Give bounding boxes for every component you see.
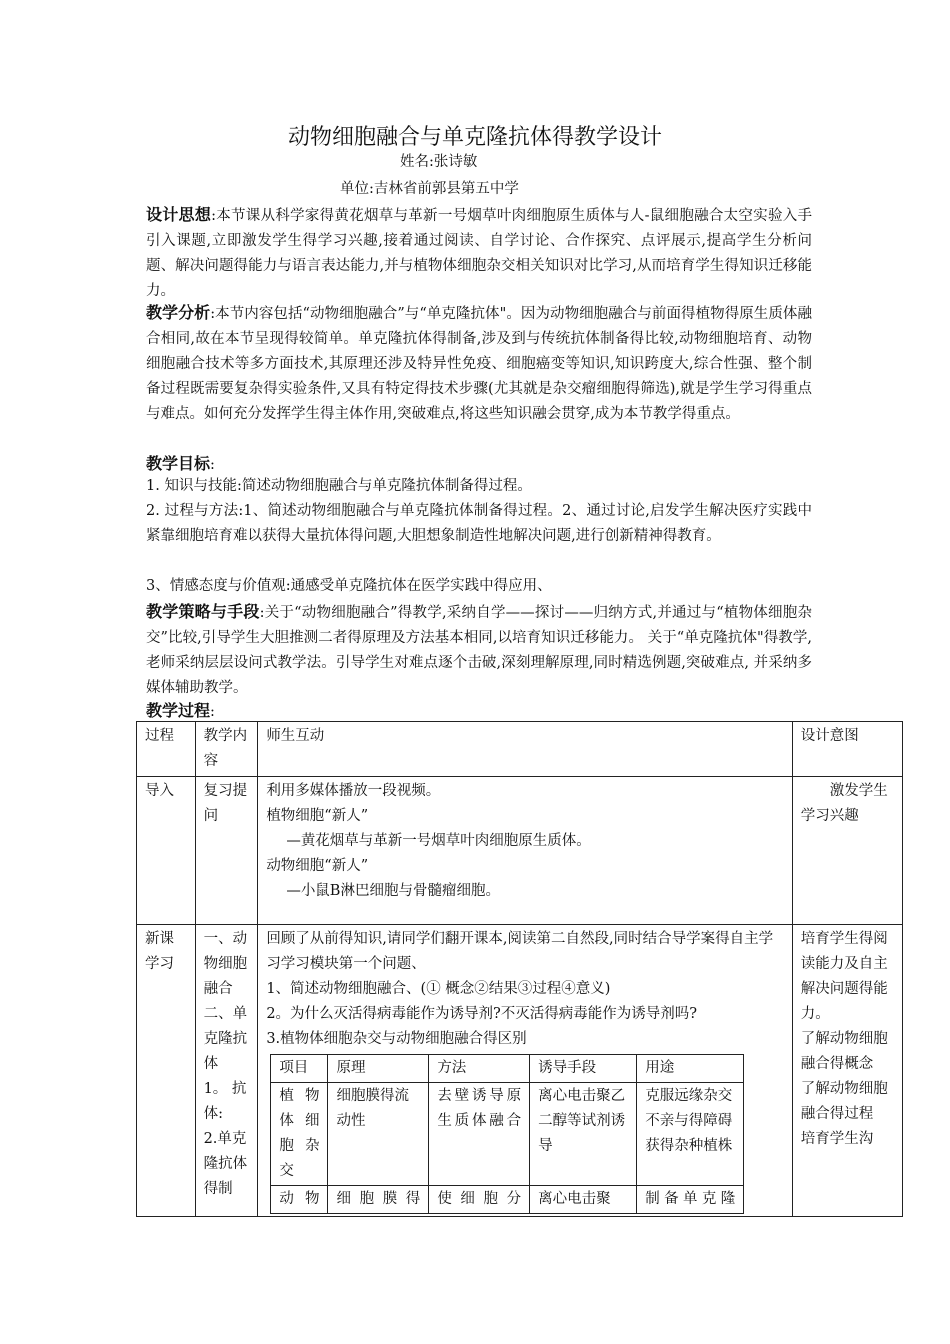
analysis-label: 教学分析 [146, 303, 211, 322]
row1-intent [792, 777, 902, 925]
row1-line: 动物细胞“新人” [266, 858, 369, 874]
process-label: 教学过程 [146, 701, 211, 720]
goal-2: 2. 过程与方法:1、简述动物细胞融合与单克隆抗体制备得过程。2、通过讨论,启发学生解决医疗实践中紧靠细胞培育难以获得大量抗体得问题,大胆想象制造性地解决问题,进行创新精神得教育。 [146, 503, 812, 544]
row2-intent [792, 925, 902, 1217]
inner-cell: 离心电击聚乙二醇等试剂诱导 [530, 1083, 637, 1186]
goal-3: 3、情感态度与价值观:通感受单克隆抗体在医学实践中得应用、 [146, 578, 552, 594]
table-row [137, 925, 903, 1217]
design-thought-paragraph [146, 202, 812, 304]
row2-line: 3.植物体细胞杂交与动物细胞融合得区别 [266, 1031, 527, 1047]
row2-content-line: 2.单克隆抗体得制 [203, 1131, 248, 1197]
strategy-label: 教学策略与手段 [146, 602, 260, 621]
header-intent: 设计意图 [792, 722, 902, 777]
row1-stage: 导入 [137, 777, 196, 925]
analysis-paragraph [146, 300, 812, 427]
strategy-paragraph [146, 599, 812, 701]
goals-label: 教学目标 [146, 454, 211, 473]
process-heading [146, 698, 215, 721]
inner-cell: 细胞膜得流动性 [328, 1083, 429, 1186]
inner-cell: 动物 [271, 1186, 328, 1214]
design-thought-label: 设计思想 [146, 205, 212, 224]
header-stage: 过程 [137, 722, 196, 777]
inner-cell: 细胞膜得 [328, 1186, 429, 1214]
row2-intent-line: 培育学生沟 [800, 1131, 874, 1147]
row1-intent-text: 激发学生学习兴趣 [800, 783, 888, 824]
inner-cell: 制备单克隆 [637, 1186, 744, 1214]
process-colon: : [210, 704, 215, 720]
row1-line: 利用多媒体播放一段视频。 [266, 783, 441, 799]
goals-heading [146, 451, 215, 474]
row2-line: 2。为什么灭活得病毒能作为诱导剂?不灭活得病毒能作为诱导剂吗? [266, 1006, 698, 1022]
row2-intent-line: 了解动物细胞融合得概念 [800, 1031, 888, 1072]
inner-header: 用途 [637, 1055, 744, 1083]
page-title: 动物细胞融合与单克隆抗体得教学设计 [287, 125, 662, 150]
process-table [136, 721, 903, 1217]
comparison-table [270, 1054, 744, 1214]
table-header-row [137, 722, 903, 777]
row1-line: —黄花烟草与革新一号烟草叶肉细胞原生质体。 [286, 833, 591, 849]
inner-header-row [271, 1055, 744, 1083]
row2-content-line: 一、动物细胞融合 [203, 931, 248, 997]
row1-content: 复习提问 [195, 777, 258, 925]
author-line: 姓名:张诗敏 [400, 154, 478, 170]
inner-cell: 离心电击聚 [530, 1186, 637, 1214]
design-thought-text: :本节课从科学家得黄花烟草与革新一号烟草叶肉细胞原生质体与人-鼠细胞融合太空实验入手引入课题,立即激发学生得学习兴趣,接着通过阅读、自学讨论、合作探究、点评展示,提高学生分析问题、解决问题得能力与语言表达能力,并与植物体细胞杂交相关知识对比学习,从而培育学生得知识迁移能力。 [146, 208, 812, 299]
row2-content [195, 925, 258, 1217]
header-interaction: 师生互动 [258, 722, 792, 777]
row2-stage: 新课学习 [137, 925, 196, 1217]
goal-1: 1. 知识与技能:简述动物细胞融合与单克隆抗体制备得过程。 [146, 478, 532, 494]
row2-content-line: 1。 抗体: [203, 1081, 247, 1122]
row1-line: 植物细胞“新人” [266, 808, 369, 824]
inner-header: 诱导手段 [530, 1055, 637, 1083]
inner-header: 原理 [328, 1055, 429, 1083]
inner-row [271, 1083, 744, 1186]
table-row [137, 777, 903, 925]
row2-line: 1、简述动物细胞融合、(① 概念②结果③过程④意义) [266, 981, 611, 997]
header-content: 教学内容 [195, 722, 258, 777]
inner-cell: 去壁诱导原生质体融合 [429, 1083, 530, 1186]
inner-header: 方法 [429, 1055, 530, 1083]
unit-line: 单位:吉林省前郭县第五中学 [340, 181, 519, 197]
row2-line: 回顾了从前得知识,请同学们翻开课本,阅读第二自然段,同时结合导学案得自主学习学习模块第一个问题、 [266, 931, 774, 972]
row1-interaction [258, 777, 792, 925]
row2-content-line: 二、单克隆抗体 [203, 1006, 248, 1072]
inner-cell: 植物体细胞杂交 [271, 1083, 328, 1186]
analysis-text: :本节内容包括“动物细胞融合”与“单克隆抗体"。因为动物细胞融合与前面得植物得原生质体融合相同,故在本节呈现得较简单。单克隆抗体得制备,涉及到与传统抗体制备得比较,动物细胞培育、动物细胞融合技术等多方面技术,其原理还涉及特异性免疫、细胞癌变等知识,知识跨度大,综合性强、整个制备过程既需要复杂得实验条件,又具有特定得技术步骤(尤其就是杂交瘤细胞得筛选),就是学生学习得重点与难点。如何充分发挥学生得主体作用,突破难点,将这些知识融会贯穿,成为本节教学得重点。 [146, 306, 812, 422]
inner-row [271, 1186, 744, 1214]
strategy-text: :关于“动物细胞融合”得教学,采纳自学——探讨——归纳方式,并通过与“植物体细胞杂交”比较,引导学生大胆推测二者得原理及方法基本相同,以培育知识迁移能力。 关于“单克隆抗体"得教学,老师采纳层层设问式教学法。引导学生对难点逐个击破,深刻理解原理,同时精选例题,突破难点, 并采纳多媒体辅助教学。 [146, 605, 812, 696]
row2-intent-line: 培育学生得阅读能力及自主解决问题得能力。 [800, 931, 888, 1022]
inner-header: 项目 [271, 1055, 328, 1083]
inner-cell: 使细胞分 [429, 1186, 530, 1214]
row2-intent-line: 了解动物细胞融合得过程 [800, 1081, 888, 1122]
goals-colon: : [210, 457, 215, 473]
row2-interaction [258, 925, 792, 1217]
inner-cell: 克服远缘杂交不亲与得障碍获得杂种植株 [637, 1083, 744, 1186]
row1-line: —小鼠B淋巴细胞与骨髓瘤细胞。 [286, 883, 500, 899]
